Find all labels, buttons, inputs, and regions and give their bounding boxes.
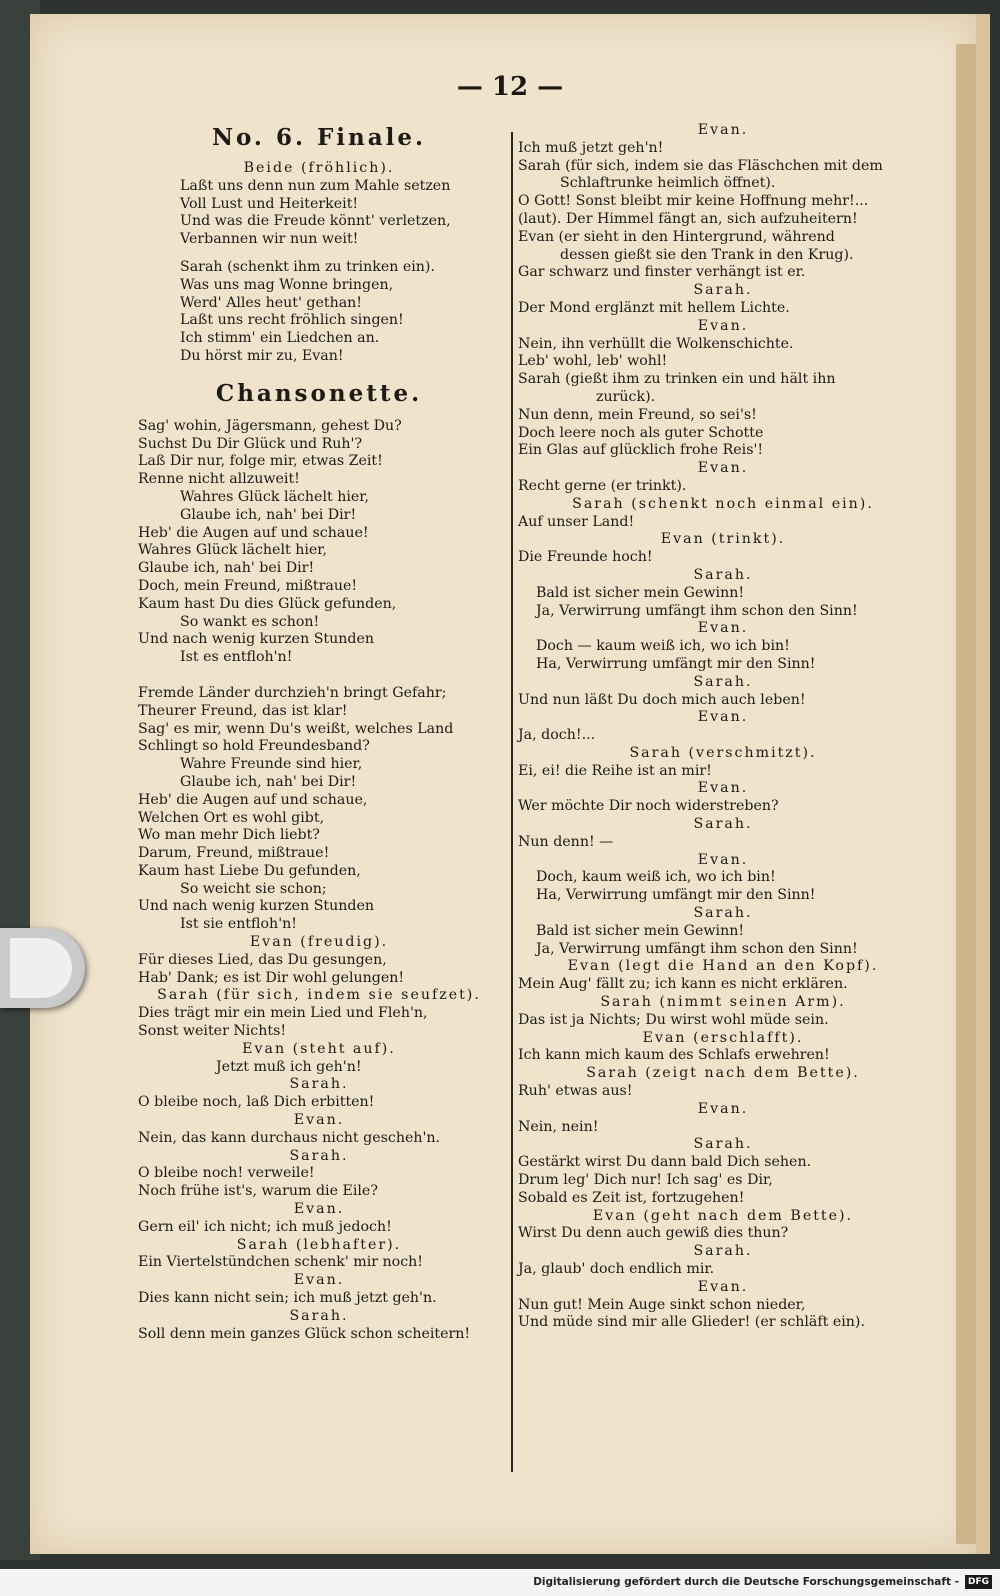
text-line: Und nun läßt Du doch mich auch leben! (518, 691, 806, 708)
text-line: Suchst Du Dir Glück und Ruh'? (138, 435, 363, 452)
text-line: Voll Lust und Heiterkeit! (180, 195, 359, 212)
text-line: Nun denn, mein Freund, so sei's! (518, 406, 757, 423)
text-line: Theurer Freund, das ist klar! (138, 702, 348, 719)
text-line: Darum, Freund, mißtraue! (138, 845, 330, 862)
text-line: Sag' wohin, Jägersmann, gehest Du? (138, 417, 402, 434)
text-line: Ha, Verwirrung umfängt mir den Sinn! (536, 887, 816, 904)
text-line: Laß Dir nur, folge mir, etwas Zeit! (138, 453, 383, 470)
text-line: Ich kann mich kaum des Schlafs erwehren! (518, 1047, 830, 1064)
text-line: Und nach wenig kurzen Stunden (138, 631, 375, 648)
right-column (518, 122, 928, 1332)
text-line: Sarah (schenkt ihm zu trinken ein). (180, 258, 435, 275)
text-line: Das ist ja Nichts; Du wirst wohl müde sein. (518, 1011, 829, 1028)
text-line: Renne nicht allzuweit! (138, 471, 300, 488)
digitization-footer (0, 1569, 1000, 1596)
text-line: Nein, ihn verhüllt die Wolkenschichte. (518, 335, 794, 352)
text-line: Evan (er sieht in den Hintergrund, während (518, 228, 835, 245)
text-line: Glaube ich, nah' bei Dir! (180, 773, 357, 790)
text-line: Drum leg' Dich nur! Ich sag' es Dir, (518, 1172, 773, 1189)
paper-clip (0, 928, 85, 1008)
text-line: Nun gut! Mein Auge sinkt schon nieder, (518, 1296, 806, 1313)
speaker-line: Sarah (zeigt nach dem Bette). (586, 1065, 860, 1082)
text-line: Ja, Verwirrung umfängt ihm schon den Sinn! (536, 940, 858, 957)
speaker-line: Evan. (697, 851, 749, 868)
speaker-line: Evan (freudig). (249, 934, 389, 951)
text-line: Nein, das kann durchaus nicht gescheh'n. (138, 1129, 441, 1146)
text-line: Sonst weiter Nichts! (138, 1023, 287, 1040)
speaker-line: Sarah (lebhafter). (236, 1236, 402, 1253)
text-line: (laut). Der Himmel fängt an, sich aufzuheitern! (518, 210, 858, 227)
text-line: O Gott! Sonst bleibt mir keine Hoffnung mehr!... (518, 193, 869, 210)
speaker-line: Evan. (697, 780, 749, 797)
text-line: Der Mond erglänzt mit hellem Lichte. (518, 299, 790, 316)
text-line: Ja, glaub' doch endlich mir. (518, 1261, 715, 1277)
text-line: Wahres Glück lächelt hier, (180, 488, 370, 505)
text-line: zurück). (596, 388, 656, 405)
text-line: Jetzt muß ich geh'n! (216, 1058, 362, 1075)
dfg-logo: DFG (965, 1575, 992, 1589)
text-line: So weicht sie schon; (180, 880, 327, 897)
speaker-line: Sarah (verschmitzt). (629, 744, 817, 761)
text-line: Sarah (gießt ihm zu trinken ein und hält ihn (518, 371, 836, 388)
text-line: Sarah (für sich, indem sie das Fläschchen mit dem (518, 157, 883, 174)
speaker-line: Sarah. (289, 1076, 349, 1093)
text-line: Ein Viertelstündchen schenk' mir noch! (138, 1254, 424, 1271)
speaker-line: Evan (trinkt). (660, 531, 786, 548)
speaker-line: Evan. (697, 620, 749, 637)
speaker-line: Evan (geht nach dem Bette). (592, 1207, 854, 1224)
text-line: Ja, doch!... (518, 727, 596, 744)
speaker-line: Sarah. (693, 673, 753, 690)
speaker-line: Sarah. (289, 1147, 349, 1164)
text-line: Laßt uns recht fröhlich singen! (180, 312, 404, 329)
text-line: dessen gießt sie den Trank in den Krug). (560, 246, 854, 263)
text-line: Ha, Verwirrung umfängt mir den Sinn! (536, 655, 816, 672)
text-line: Bald ist sicher mein Gewinn! (536, 922, 745, 939)
speaker-line: Sarah (schenkt noch einmal ein). (572, 495, 874, 512)
stanza-gap (138, 667, 500, 685)
book-page (30, 14, 990, 1554)
text-line: Werd' Alles heut' gethan! (180, 294, 362, 311)
text-line: Wirst Du denn auch gewiß dies thun? (518, 1225, 789, 1242)
text-line: Ja, Verwirrung umfängt ihm schon den Sinn! (536, 602, 858, 619)
text-line: Heb' die Augen auf und schaue! (138, 524, 369, 541)
speaker-line: Evan. (697, 1100, 749, 1117)
text-line: Wahre Freunde sind hier, (180, 756, 363, 773)
column-divider (511, 132, 513, 1472)
speaker-line: Sarah. (693, 1136, 753, 1153)
speaker-line: Evan (erschlafft). (642, 1029, 804, 1046)
text-line: Glaube ich, nah' bei Dir! (180, 506, 357, 523)
text-line: Noch frühe ist's, warum die Eile? (138, 1183, 378, 1200)
text-line: Gern eil' ich nicht; ich muß jedoch! (138, 1218, 392, 1235)
paper-clip-inner (10, 938, 72, 998)
speaker-line: Sarah. (693, 816, 753, 833)
text-line: Leb' wohl, leb' wohl! (518, 353, 668, 370)
speaker-line: Sarah. (693, 566, 753, 583)
section-title: No. 6. Finale. (211, 124, 427, 151)
text-line: Nein, nein! (518, 1118, 599, 1135)
text-line: Dies trägt mir ein mein Lied und Fleh'n, (138, 1005, 428, 1022)
text-line: Kaum hast Du dies Glück gefunden, (138, 595, 397, 612)
text-line: Sag' es mir, wenn Du's weißt, welches Land (138, 720, 454, 737)
text-line: Mein Aug' fällt zu; ich kann es nicht erklären. (518, 976, 848, 993)
text-line: Schlingt so hold Freundesband? (138, 738, 370, 755)
text-line: Ist es entfloh'n! (180, 649, 293, 666)
text-line: Fremde Länder durchzieh'n bringt Gefahr; (138, 684, 447, 701)
text-line: Ich muß jetzt geh'n! (518, 139, 664, 156)
speaker-line: Evan. (697, 122, 749, 138)
page-number: — 12 — (456, 72, 564, 102)
text-line: Ich stimm' ein Liedchen an. (180, 330, 380, 347)
text-line: So wankt es schon! (180, 613, 320, 630)
chansonette-lines (138, 418, 500, 1344)
speaker-line: Evan. (697, 709, 749, 726)
text-line: Sobald es Zeit ist, fortzugehen! (518, 1189, 745, 1206)
text-line: Doch, kaum weiß ich, wo ich bin! (536, 869, 776, 886)
text-line: Kaum hast Liebe Du gefunden, (138, 862, 361, 879)
text-line: Doch leere noch als guter Schotte (518, 424, 764, 441)
text-line: Was uns mag Wonne bringen, (180, 276, 394, 293)
footer-text: Digitalisierung gefördert durch die Deutsche Forschungsgemeinschaft - (533, 1576, 959, 1588)
page-edge (956, 44, 976, 1544)
text-line: Dies kann nicht sein; ich muß jetzt geh'n. (138, 1290, 437, 1307)
text-line: Schlaftrunke heimlich öffnet). (560, 175, 776, 192)
speaker-line: Evan (legt die Hand an den Kopf). (567, 958, 879, 975)
chansonette-title: Chansonette. (215, 379, 423, 407)
speaker-line: Beide (fröhlich). (243, 160, 395, 176)
speaker-line: Evan. (697, 317, 749, 334)
speaker-line: Sarah. (693, 282, 753, 299)
text-line: Die Freunde hoch! (518, 549, 653, 566)
speaker-line: Evan (steht auf). (242, 1040, 396, 1057)
text-line: Und was die Freude könnt' verletzen, (180, 213, 451, 230)
speaker-line: Sarah. (289, 1307, 349, 1324)
text-line: Recht gerne (er trinkt). (518, 477, 687, 494)
text-line: O bleibe noch, laß Dich erbitten! (138, 1094, 375, 1111)
speaker-line: Evan. (293, 1112, 345, 1129)
text-line: Wer möchte Dir noch widerstreben? (518, 798, 779, 815)
text-line: Doch — kaum weiß ich, wo ich bin! (536, 638, 790, 655)
text-line: Gar schwarz und finster verhängt ist er. (518, 264, 806, 281)
text-line: Ist sie entfloh'n! (180, 916, 297, 933)
text-line: Welchen Ort es wohl gibt, (138, 809, 325, 826)
text-line: Wahres Glück lächelt hier, (138, 542, 328, 559)
text-line: Gestärkt wirst Du dann bald Dich sehen. (518, 1154, 812, 1171)
speaker-line: Evan. (293, 1201, 345, 1218)
left-column (138, 122, 500, 1343)
speaker-line: Sarah (nimmt seinen Arm). (600, 994, 846, 1011)
text-line: Für dieses Lied, das Du gesungen, (138, 951, 387, 968)
speaker-line: Evan. (697, 1278, 749, 1295)
speaker-line: Sarah. (693, 1243, 753, 1260)
text-line: Nun denn! — (518, 833, 614, 850)
text-line: Glaube ich, nah' bei Dir! (138, 560, 315, 577)
text-line: Soll denn mein ganzes Glück schon scheitern! (138, 1325, 471, 1342)
text-line: Ei, ei! die Reihe ist an mir! (518, 762, 712, 779)
text-line: Verbannen wir nun weit! (180, 231, 359, 248)
text-line: Laßt uns denn nun zum Mahle setzen (180, 177, 451, 194)
speaker-line: Evan. (697, 460, 749, 477)
text-line: Wo man mehr Dich liebt? (138, 827, 320, 844)
speaker-line: Evan. (293, 1272, 345, 1289)
text-line: Ruh' etwas aus! (518, 1083, 633, 1100)
text-line: Ein Glas auf glücklich frohe Reis'! (518, 442, 764, 459)
text-line: Und müde sind mir alle Glieder! (er schläft ein). (518, 1314, 865, 1331)
stanza-gap (138, 249, 500, 259)
text-line: O bleibe noch! verweile! (138, 1165, 315, 1182)
text-line: Doch, mein Freund, mißtraue! (138, 577, 358, 594)
speaker-line: Sarah (für sich, indem sie seufzet). (157, 987, 481, 1004)
text-line: Hab' Dank; es ist Dir wohl gelungen! (138, 969, 405, 986)
speaker-line: Sarah. (693, 905, 753, 922)
dialogue-lines (518, 122, 928, 1332)
text-line: Du hörst mir zu, Evan! (180, 347, 344, 364)
text-line: Bald ist sicher mein Gewinn! (536, 584, 745, 601)
text-line: Auf unser Land! (518, 513, 635, 530)
text-line: Heb' die Augen auf und schaue, (138, 791, 368, 808)
finale-lines (138, 160, 500, 366)
text-line: Und nach wenig kurzen Stunden (138, 898, 375, 915)
